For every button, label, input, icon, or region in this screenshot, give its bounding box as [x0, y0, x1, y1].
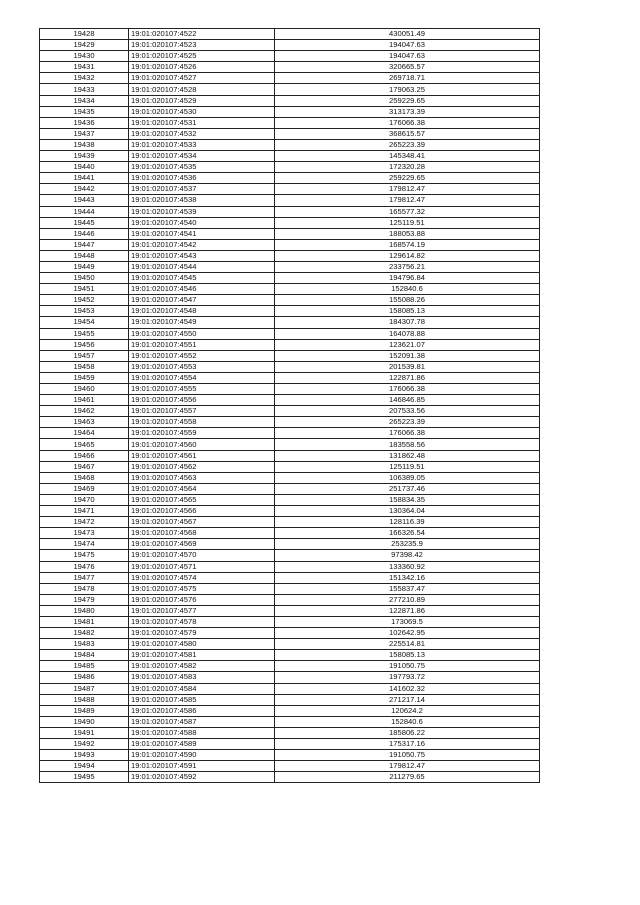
cadastral-number-cell: 19:01:020107:4540 [129, 217, 275, 228]
row-number-cell: 19491 [40, 727, 129, 738]
table-row [40, 672, 540, 683]
cadastral-number-cell: 19:01:020107:4575 [129, 583, 275, 594]
table-row [40, 616, 540, 627]
value-cell: 152840.6 [275, 716, 540, 727]
table-row [40, 494, 540, 505]
row-number-cell: 19473 [40, 528, 129, 539]
cadastral-number-cell: 19:01:020107:4584 [129, 683, 275, 694]
value-cell: 259229.65 [275, 95, 540, 106]
table-row [40, 605, 540, 616]
cadastral-number-cell: 19:01:020107:4555 [129, 384, 275, 395]
value-cell: 191050.75 [275, 750, 540, 761]
cadastral-number-cell: 19:01:020107:4564 [129, 483, 275, 494]
cadastral-number-cell: 19:01:020107:4531 [129, 117, 275, 128]
table-row [40, 572, 540, 583]
table-row [40, 361, 540, 372]
value-cell: 430051.49 [275, 29, 540, 40]
table-row [40, 395, 540, 406]
cadastral-number-cell: 19:01:020107:4567 [129, 517, 275, 528]
cadastral-number-cell: 19:01:020107:4570 [129, 550, 275, 561]
row-number-cell: 19445 [40, 217, 129, 228]
cadastral-number-cell: 19:01:020107:4548 [129, 306, 275, 317]
table-row [40, 761, 540, 772]
row-number-cell: 19483 [40, 639, 129, 650]
row-number-cell: 19494 [40, 761, 129, 772]
table-row [40, 561, 540, 572]
cadastral-number-cell: 19:01:020107:4574 [129, 572, 275, 583]
cadastral-number-cell: 19:01:020107:4542 [129, 239, 275, 250]
value-cell: 168574.19 [275, 239, 540, 250]
table-row [40, 517, 540, 528]
value-cell: 122871.86 [275, 372, 540, 383]
row-number-cell: 19468 [40, 472, 129, 483]
value-cell: 175317.16 [275, 739, 540, 750]
table-row [40, 273, 540, 284]
cadastral-number-cell: 19:01:020107:4585 [129, 694, 275, 705]
table-row [40, 29, 540, 40]
row-number-cell: 19454 [40, 317, 129, 328]
table-row [40, 661, 540, 672]
row-number-cell: 19495 [40, 772, 129, 783]
value-cell: 176066.38 [275, 117, 540, 128]
table-row [40, 162, 540, 173]
cadastral-number-cell: 19:01:020107:4569 [129, 539, 275, 550]
row-number-cell: 19441 [40, 173, 129, 184]
cadastral-number-cell: 19:01:020107:4554 [129, 372, 275, 383]
table-row [40, 372, 540, 383]
value-cell: 179812.47 [275, 184, 540, 195]
value-cell: 128116.39 [275, 517, 540, 528]
row-number-cell: 19444 [40, 206, 129, 217]
row-number-cell: 19459 [40, 372, 129, 383]
table-row [40, 151, 540, 162]
value-cell: 125119.51 [275, 217, 540, 228]
table-row [40, 195, 540, 206]
table-row [40, 384, 540, 395]
table-row [40, 250, 540, 261]
table-row [40, 128, 540, 139]
row-number-cell: 19461 [40, 395, 129, 406]
cadastral-number-cell: 19:01:020107:4546 [129, 284, 275, 295]
value-cell: 269718.71 [275, 73, 540, 84]
table-row [40, 594, 540, 605]
cadastral-number-cell: 19:01:020107:4566 [129, 506, 275, 517]
cadastral-number-cell: 19:01:020107:4592 [129, 772, 275, 783]
value-cell: 145348.41 [275, 151, 540, 162]
table-row [40, 506, 540, 517]
value-cell: 158085.13 [275, 306, 540, 317]
row-number-cell: 19475 [40, 550, 129, 561]
cadastral-number-cell: 19:01:020107:4532 [129, 128, 275, 139]
table-row [40, 739, 540, 750]
table-row [40, 51, 540, 62]
cadastral-number-cell: 19:01:020107:4591 [129, 761, 275, 772]
row-number-cell: 19440 [40, 162, 129, 173]
value-cell: 176066.38 [275, 428, 540, 439]
value-cell: 141602.32 [275, 683, 540, 694]
row-number-cell: 19463 [40, 417, 129, 428]
value-cell: 194047.63 [275, 51, 540, 62]
row-number-cell: 19477 [40, 572, 129, 583]
value-cell: 123621.07 [275, 339, 540, 350]
value-cell: 194047.63 [275, 40, 540, 51]
table-row [40, 528, 540, 539]
value-cell: 158834.35 [275, 494, 540, 505]
table-row [40, 228, 540, 239]
cadastral-number-cell: 19:01:020107:4560 [129, 439, 275, 450]
value-cell: 265223.39 [275, 417, 540, 428]
value-cell: 158085.13 [275, 650, 540, 661]
table-row [40, 639, 540, 650]
table-row [40, 261, 540, 272]
value-cell: 233756.21 [275, 261, 540, 272]
table-row [40, 217, 540, 228]
cadastral-number-cell: 19:01:020107:4533 [129, 139, 275, 150]
cadastral-number-cell: 19:01:020107:4556 [129, 395, 275, 406]
cadastral-number-cell: 19:01:020107:4541 [129, 228, 275, 239]
cadastral-number-cell: 19:01:020107:4588 [129, 727, 275, 738]
row-number-cell: 19435 [40, 106, 129, 117]
table-row [40, 772, 540, 783]
cadastral-number-cell: 19:01:020107:4578 [129, 616, 275, 627]
table-row [40, 750, 540, 761]
value-cell: 191050.75 [275, 661, 540, 672]
row-number-cell: 19482 [40, 628, 129, 639]
value-cell: 313173.39 [275, 106, 540, 117]
cadastral-number-cell: 19:01:020107:4523 [129, 40, 275, 51]
table-row [40, 328, 540, 339]
cadastral-number-cell: 19:01:020107:4543 [129, 250, 275, 261]
row-number-cell: 19448 [40, 250, 129, 261]
row-number-cell: 19446 [40, 228, 129, 239]
table-row [40, 716, 540, 727]
value-cell: 131862.48 [275, 450, 540, 461]
table-row [40, 539, 540, 550]
table-row [40, 184, 540, 195]
cadastral-number-cell: 19:01:020107:4581 [129, 650, 275, 661]
table-row [40, 439, 540, 450]
cadastral-number-cell: 19:01:020107:4579 [129, 628, 275, 639]
table-row [40, 73, 540, 84]
row-number-cell: 19428 [40, 29, 129, 40]
value-cell: 185806.22 [275, 727, 540, 738]
row-number-cell: 19431 [40, 62, 129, 73]
row-number-cell: 19470 [40, 494, 129, 505]
cadastral-number-cell: 19:01:020107:4586 [129, 705, 275, 716]
value-cell: 152091.38 [275, 350, 540, 361]
cadastral-number-cell: 19:01:020107:4534 [129, 151, 275, 162]
cadastral-number-cell: 19:01:020107:4577 [129, 605, 275, 616]
value-cell: 130364.04 [275, 506, 540, 517]
value-cell: 151342.16 [275, 572, 540, 583]
table-row [40, 206, 540, 217]
row-number-cell: 19480 [40, 605, 129, 616]
cadastral-number-cell: 19:01:020107:4562 [129, 461, 275, 472]
value-cell: 102642.95 [275, 628, 540, 639]
cadastral-number-cell: 19:01:020107:4571 [129, 561, 275, 572]
data-table [39, 28, 540, 783]
table-row [40, 117, 540, 128]
row-number-cell: 19433 [40, 84, 129, 95]
row-number-cell: 19493 [40, 750, 129, 761]
row-number-cell: 19429 [40, 40, 129, 51]
cadastral-number-cell: 19:01:020107:4526 [129, 62, 275, 73]
value-cell: 152840.6 [275, 284, 540, 295]
value-cell: 194796.84 [275, 273, 540, 284]
value-cell: 207533.56 [275, 406, 540, 417]
table-row [40, 40, 540, 51]
cadastral-number-cell: 19:01:020107:4522 [129, 29, 275, 40]
value-cell: 146846.85 [275, 395, 540, 406]
row-number-cell: 19474 [40, 539, 129, 550]
value-cell: 179812.47 [275, 761, 540, 772]
cadastral-number-cell: 19:01:020107:4539 [129, 206, 275, 217]
cadastral-number-cell: 19:01:020107:4536 [129, 173, 275, 184]
value-cell: 188053.88 [275, 228, 540, 239]
cadastral-number-cell: 19:01:020107:4589 [129, 739, 275, 750]
table-row [40, 417, 540, 428]
row-number-cell: 19467 [40, 461, 129, 472]
table-row [40, 339, 540, 350]
row-number-cell: 19430 [40, 51, 129, 62]
value-cell: 197793.72 [275, 672, 540, 683]
cadastral-number-cell: 19:01:020107:4563 [129, 472, 275, 483]
value-cell: 120624.2 [275, 705, 540, 716]
value-cell: 179063.25 [275, 84, 540, 95]
row-number-cell: 19455 [40, 328, 129, 339]
value-cell: 265223.39 [275, 139, 540, 150]
table-row [40, 483, 540, 494]
cadastral-number-cell: 19:01:020107:4587 [129, 716, 275, 727]
table-row [40, 317, 540, 328]
row-number-cell: 19451 [40, 284, 129, 295]
cadastral-number-cell: 19:01:020107:4559 [129, 428, 275, 439]
value-cell: 165577.32 [275, 206, 540, 217]
row-number-cell: 19447 [40, 239, 129, 250]
value-cell: 225514.81 [275, 639, 540, 650]
row-number-cell: 19469 [40, 483, 129, 494]
cadastral-number-cell: 19:01:020107:4545 [129, 273, 275, 284]
table-row [40, 727, 540, 738]
row-number-cell: 19457 [40, 350, 129, 361]
table-body [40, 29, 540, 783]
row-number-cell: 19449 [40, 261, 129, 272]
value-cell: 122871.86 [275, 605, 540, 616]
cadastral-number-cell: 19:01:020107:4527 [129, 73, 275, 84]
table-row [40, 139, 540, 150]
table-row [40, 350, 540, 361]
row-number-cell: 19458 [40, 361, 129, 372]
value-cell: 106389.05 [275, 472, 540, 483]
cadastral-number-cell: 19:01:020107:4544 [129, 261, 275, 272]
row-number-cell: 19471 [40, 506, 129, 517]
cadastral-number-cell: 19:01:020107:4558 [129, 417, 275, 428]
row-number-cell: 19490 [40, 716, 129, 727]
value-cell: 271217.14 [275, 694, 540, 705]
cadastral-number-cell: 19:01:020107:4561 [129, 450, 275, 461]
row-number-cell: 19486 [40, 672, 129, 683]
cadastral-number-cell: 19:01:020107:4568 [129, 528, 275, 539]
value-cell: 133360.92 [275, 561, 540, 572]
value-cell: 259229.65 [275, 173, 540, 184]
table-row [40, 62, 540, 73]
table-row [40, 628, 540, 639]
cadastral-number-cell: 19:01:020107:4535 [129, 162, 275, 173]
row-number-cell: 19438 [40, 139, 129, 150]
value-cell: 166326.54 [275, 528, 540, 539]
row-number-cell: 19465 [40, 439, 129, 450]
row-number-cell: 19464 [40, 428, 129, 439]
cadastral-number-cell: 19:01:020107:4582 [129, 661, 275, 672]
value-cell: 211279.65 [275, 772, 540, 783]
value-cell: 155088.26 [275, 295, 540, 306]
table-row [40, 95, 540, 106]
value-cell: 253235.9 [275, 539, 540, 550]
row-number-cell: 19437 [40, 128, 129, 139]
cadastral-number-cell: 19:01:020107:4530 [129, 106, 275, 117]
table-row [40, 705, 540, 716]
cadastral-number-cell: 19:01:020107:4525 [129, 51, 275, 62]
row-number-cell: 19472 [40, 517, 129, 528]
cadastral-number-cell: 19:01:020107:4549 [129, 317, 275, 328]
value-cell: 173069.5 [275, 616, 540, 627]
table-row [40, 84, 540, 95]
value-cell: 201539.81 [275, 361, 540, 372]
cadastral-number-cell: 19:01:020107:4538 [129, 195, 275, 206]
value-cell: 125119.51 [275, 461, 540, 472]
row-number-cell: 19478 [40, 583, 129, 594]
row-number-cell: 19488 [40, 694, 129, 705]
value-cell: 277210.89 [275, 594, 540, 605]
cadastral-number-cell: 19:01:020107:4552 [129, 350, 275, 361]
cadastral-number-cell: 19:01:020107:4528 [129, 84, 275, 95]
value-cell: 179812.47 [275, 195, 540, 206]
table-row [40, 583, 540, 594]
row-number-cell: 19485 [40, 661, 129, 672]
cadastral-number-cell: 19:01:020107:4537 [129, 184, 275, 195]
row-number-cell: 19462 [40, 406, 129, 417]
cadastral-number-cell: 19:01:020107:4590 [129, 750, 275, 761]
table-row [40, 239, 540, 250]
row-number-cell: 19479 [40, 594, 129, 605]
row-number-cell: 19481 [40, 616, 129, 627]
table-row [40, 106, 540, 117]
row-number-cell: 19432 [40, 73, 129, 84]
table-row [40, 694, 540, 705]
table-row [40, 550, 540, 561]
value-cell: 183558.56 [275, 439, 540, 450]
value-cell: 368615.57 [275, 128, 540, 139]
cadastral-number-cell: 19:01:020107:4547 [129, 295, 275, 306]
row-number-cell: 19439 [40, 151, 129, 162]
table-row [40, 450, 540, 461]
row-number-cell: 19434 [40, 95, 129, 106]
row-number-cell: 19450 [40, 273, 129, 284]
row-number-cell: 19489 [40, 705, 129, 716]
value-cell: 164078.88 [275, 328, 540, 339]
value-cell: 320665.57 [275, 62, 540, 73]
table-row [40, 406, 540, 417]
cadastral-number-cell: 19:01:020107:4557 [129, 406, 275, 417]
cadastral-number-cell: 19:01:020107:4576 [129, 594, 275, 605]
value-cell: 97398.42 [275, 550, 540, 561]
value-cell: 129614.82 [275, 250, 540, 261]
row-number-cell: 19453 [40, 306, 129, 317]
value-cell: 184307.78 [275, 317, 540, 328]
row-number-cell: 19442 [40, 184, 129, 195]
value-cell: 176066.38 [275, 384, 540, 395]
row-number-cell: 19476 [40, 561, 129, 572]
row-number-cell: 19487 [40, 683, 129, 694]
row-number-cell: 19452 [40, 295, 129, 306]
cadastral-number-cell: 19:01:020107:4583 [129, 672, 275, 683]
table-row [40, 295, 540, 306]
cadastral-number-cell: 19:01:020107:4551 [129, 339, 275, 350]
row-number-cell: 19456 [40, 339, 129, 350]
value-cell: 155837.47 [275, 583, 540, 594]
table-row [40, 428, 540, 439]
value-cell: 251737.46 [275, 483, 540, 494]
row-number-cell: 19484 [40, 650, 129, 661]
row-number-cell: 19436 [40, 117, 129, 128]
table-row [40, 683, 540, 694]
table-row [40, 306, 540, 317]
cadastral-number-cell: 19:01:020107:4529 [129, 95, 275, 106]
table-row [40, 173, 540, 184]
table-row [40, 284, 540, 295]
row-number-cell: 19466 [40, 450, 129, 461]
cadastral-number-cell: 19:01:020107:4553 [129, 361, 275, 372]
cadastral-number-cell: 19:01:020107:4580 [129, 639, 275, 650]
cadastral-number-cell: 19:01:020107:4550 [129, 328, 275, 339]
value-cell: 172320.28 [275, 162, 540, 173]
row-number-cell: 19460 [40, 384, 129, 395]
table-row [40, 472, 540, 483]
table-row [40, 461, 540, 472]
row-number-cell: 19443 [40, 195, 129, 206]
cadastral-number-cell: 19:01:020107:4565 [129, 494, 275, 505]
table-row [40, 650, 540, 661]
row-number-cell: 19492 [40, 739, 129, 750]
